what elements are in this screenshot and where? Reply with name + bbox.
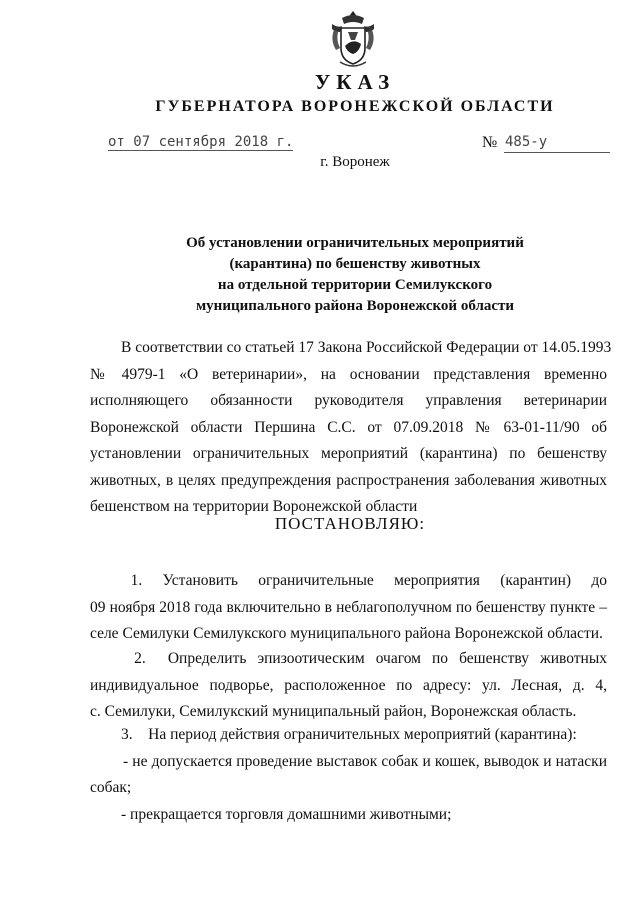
- text-line: с. Семилуки, Семилукский муниципальный район, Воронежская область.: [90, 703, 577, 720]
- text-line: - прекращается торговля домашними животными;: [90, 805, 452, 823]
- subject-line: (карантина) по бешенству животных: [229, 256, 481, 272]
- text-line: бешенством на территории Воронежской области: [90, 498, 418, 515]
- number-underline: [504, 152, 610, 153]
- item-2-paragraph: [90, 646, 607, 726]
- date-underline: [108, 150, 293, 151]
- text-line: - не допускается проведение выставок собак и кошек, выводок и натаски: [90, 752, 607, 770]
- preamble-paragraph: [90, 335, 612, 521]
- text-line: 3. На период действия ограничительных мероприятий (карантина):: [90, 726, 577, 743]
- text-line: № 4979-1 «О ветеринарии», на основании представления временно: [90, 365, 607, 383]
- text-line: животных, в целях предупреждения распространения заболевания животных: [90, 471, 607, 489]
- text-line: Воронежской области Першина С.С. от 07.09.2018 № 63-01-11/90 об: [90, 418, 607, 436]
- document-subject: [0, 233, 640, 317]
- coat-of-arms-emblem: [328, 8, 378, 70]
- number-label: №: [482, 134, 498, 151]
- decree-heading: ПОСТАНОВЛЯЮ:: [274, 514, 426, 533]
- number-value: 485-у: [505, 134, 548, 150]
- number-field: [482, 134, 610, 152]
- date-field: [108, 134, 293, 150]
- text-line: селе Семилуки Семилукского муниципального района Воронежской области.: [90, 625, 603, 642]
- item-3-paragraph: [90, 722, 607, 828]
- subject-line: Об установлении ограничительных мероприятий: [186, 235, 524, 251]
- item-1-paragraph: [90, 568, 607, 648]
- text-line: 09 ноября 2018 года включительно в неблагополучном по бешенству пункте –: [90, 598, 607, 616]
- text-line: 2. Определить эпизоотическим очагом по бешенству животных: [90, 650, 607, 667]
- text-line: собак;: [90, 779, 132, 796]
- text-line: индивидуальное подворье, расположенное по адресу: ул. Лесная, д. 4,: [90, 676, 607, 694]
- text-line: установлении ограничительных мероприятий (карантина) по бешенству: [90, 445, 607, 462]
- subject-line: муниципального района Воронежской области: [195, 298, 515, 314]
- document-title: УКАЗ: [314, 70, 396, 94]
- text-line: В соответствии со статьей 17 Закона Российской Федерации от 14.05.1993: [90, 339, 612, 356]
- date-text: от 07 сентября 2018 г.: [108, 134, 294, 150]
- text-line: 1. Установить ограничительные мероприятия (карантин) до: [90, 572, 607, 589]
- city-line: г. Воронеж: [320, 154, 390, 170]
- subject-line: на отдельной территории Семилукского: [217, 277, 493, 293]
- document-subtitle: ГУБЕРНАТОРА ВОРОНЕЖСКОЙ ОБЛАСТИ: [155, 98, 555, 115]
- text-line: исполняющего обязанности руководителя управления ветеринарии: [90, 392, 607, 409]
